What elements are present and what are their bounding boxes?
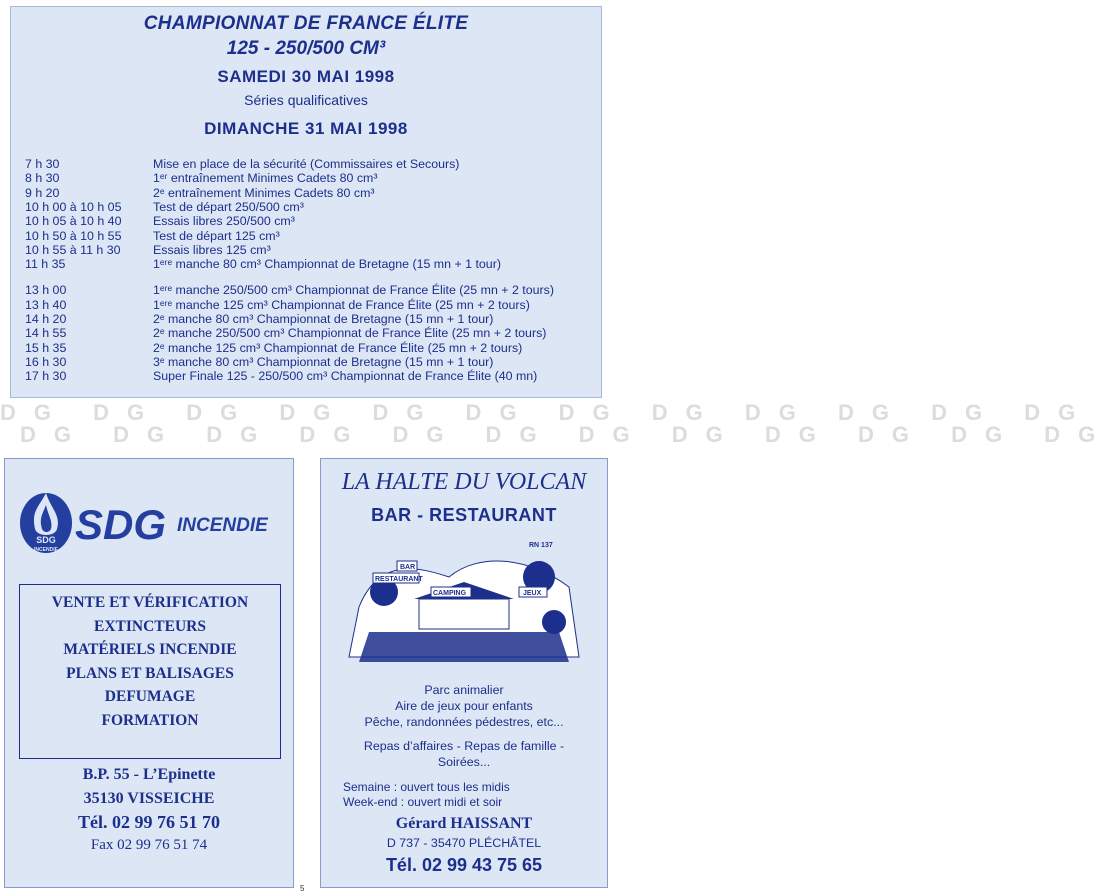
sdg-address-line1: B.P. 55 - L’Epinette (82, 766, 216, 783)
day1-heading: SAMEDI 30 MAI 1998 (217, 67, 395, 86)
service-item: PLANS ET BALISAGES (66, 664, 234, 682)
hours-weekend: Week-end : ouvert midi et soir (343, 795, 503, 809)
schedule-time: 9 h 20 (25, 185, 60, 200)
schedule-description: 2ᵉ manche 250/500 cm³ Championnat de France Élite (25 mn + 2 tours) (153, 326, 547, 341)
schedule-time: 10 h 50 à 10 h 55 (25, 228, 122, 243)
restaurant-illustration (339, 537, 589, 677)
page-number: 5 (300, 884, 305, 893)
services-box (19, 584, 281, 759)
watermark-text: DG DG DG DG DG DG DG DG DG DG DG DG (20, 422, 1113, 447)
schedule-time: 10 h 55 à 11 h 30 (25, 242, 121, 257)
schedule-description: 2ᵉ manche 125 cm³ Championnat de France Élite (25 mn + 2 tours) (153, 340, 523, 355)
schedule-description: Essais libres 125 cm³ (153, 242, 271, 257)
watermark-text: DG DG DG DG DG DG DG DG DG DG DG DG (0, 400, 1094, 425)
schedule-time: 13 h 40 (25, 297, 67, 312)
svg-text:RN 137: RN 137 (529, 542, 553, 549)
restaurant-title: LA HALTE DU VOLCAN (341, 469, 587, 495)
sdg-incendie-ad (4, 458, 294, 888)
schedule-time: 14 h 20 (25, 312, 67, 326)
schedule-time: 7 h 30 (25, 157, 60, 171)
owner-name: Gérard HAISSANT (395, 815, 533, 832)
service-item: DEFUMAGE (104, 688, 196, 705)
feature-line-3: Pêche, randonnées pédestres, etc... (364, 715, 564, 729)
svg-text:CAMPING: CAMPING (433, 590, 467, 597)
service-item: FORMATION (101, 711, 199, 729)
svg-text:RESTAURANT: RESTAURANT (375, 576, 423, 583)
logo-small-text: SDG (36, 535, 56, 545)
schedule-description: Test de départ 125 cm³ (153, 228, 280, 243)
hours-weekday: Semaine : ouvert tous les midis (343, 780, 510, 794)
sdg-logo-text: SDG (75, 501, 167, 548)
schedule-description: 1ᵉʳᵉ manche 80 cm³ Championnat de Bretagne (15 mn + 1 tour) (153, 257, 501, 272)
schedule-time: 10 h 05 à 10 h 40 (25, 214, 122, 229)
schedule-description: 1ᵉʳ entraînement Minimes Cadets 80 cm³ (153, 171, 378, 186)
day1-subtitle: Séries qualificatives (244, 92, 368, 108)
service-item: VENTE ET VÉRIFICATION (51, 594, 249, 611)
schedule-panel (10, 6, 602, 398)
feature-line-2: Aire de jeux pour enfants (395, 699, 533, 713)
schedule-time: 15 h 35 (25, 340, 67, 355)
schedule-description: Mise en place de la sécurité (Commissaires et Secours) (153, 157, 460, 171)
feature-line-5: Soirées... (437, 755, 491, 769)
sdg-phone: Tél. 02 99 76 51 70 (78, 812, 220, 832)
schedule-time: 11 h 35 (25, 257, 66, 272)
schedule-time: 16 h 30 (25, 354, 67, 369)
sdg-address-line2: 35130 VISSEICHE (83, 790, 215, 807)
service-item: MATÉRIELS INCENDIE (63, 641, 237, 658)
schedule-description: Test de départ 250/500 cm³ (153, 199, 304, 214)
service-item: EXTINCTEURS (94, 617, 206, 635)
schedule-description: Essais libres 250/500 cm³ (153, 214, 295, 229)
schedule-description: 1ᵉʳᵉ manche 125 cm³ Championnat de France Élite (25 mn + 2 tours) (153, 297, 530, 312)
svg-text:JEUX: JEUX (523, 590, 542, 597)
restaurant-subtitle: BAR - RESTAURANT (371, 505, 557, 525)
feature-line-1: Parc animalier (424, 683, 504, 697)
flame-logo-icon (17, 485, 75, 555)
watermark-strip (0, 400, 1113, 448)
schedule-time: 17 h 30 (25, 369, 67, 384)
schedule-description: 1ᵉʳᵉ manche 250/500 cm³ Championnat de France Élite (25 mn + 2 tours) (153, 283, 554, 298)
schedule-time: 14 h 55 (25, 326, 67, 341)
schedule-time: 8 h 30 (25, 171, 60, 186)
incendie-logo-text: INCENDIE (177, 515, 268, 536)
championship-categories: 125 - 250/500 CM³ (226, 38, 386, 59)
schedule-description: 2ᵉ entraînement Minimes Cadets 80 cm³ (153, 185, 375, 200)
championship-title: CHAMPIONNAT DE FRANCE ÉLITE (143, 13, 469, 34)
schedule-description: 2ᵉ manche 80 cm³ Championnat de Bretagne (15 mn + 1 tour) (153, 312, 494, 326)
restaurant-phone: Tél. 02 99 43 75 65 (385, 855, 543, 875)
halte-du-volcan-ad (320, 458, 608, 888)
schedule-row (25, 369, 595, 385)
schedule-row (25, 257, 595, 273)
feature-line-4: Repas d’affaires - Repas de famille - (363, 739, 565, 753)
logo-small-subtext: INCENDIE (34, 547, 58, 553)
schedule-description: Super Finale 125 - 250/500 cm³ Championnat de France Élite (40 mn) (153, 369, 538, 384)
schedule-description: 3ᵉ manche 80 cm³ Championnat de Bretagne (15 mn + 1 tour) (153, 354, 494, 369)
restaurant-address: D 737 - 35470 PLÉCHÂTEL (386, 836, 542, 850)
day2-heading: DIMANCHE 31 MAI 1998 (204, 119, 408, 138)
svg-text:BAR: BAR (400, 564, 416, 571)
schedule-time: 13 h 00 (25, 283, 67, 298)
schedule-time: 10 h 00 à 10 h 05 (25, 199, 122, 214)
sdg-fax: Fax 02 99 76 51 74 (90, 837, 208, 853)
